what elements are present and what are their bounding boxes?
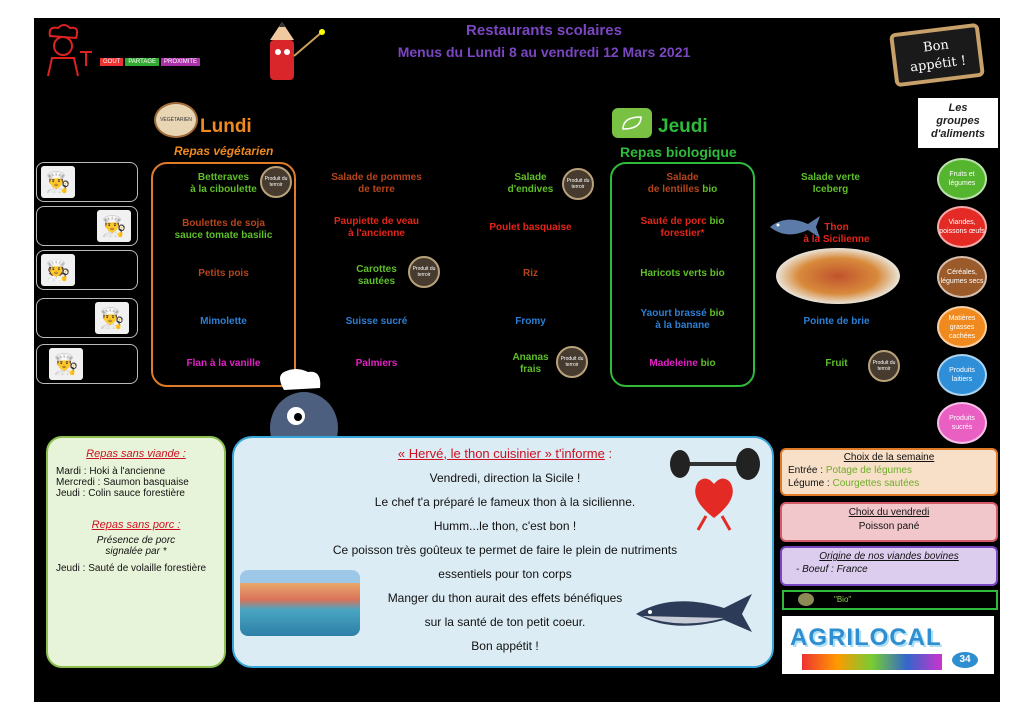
sans-porc-item: Jeudi : Sauté de volaille forestière <box>56 563 207 574</box>
bio-tag: bio <box>702 184 718 195</box>
sans-viande-item: Mercredi : Saumon basquaise <box>56 477 189 488</box>
chef-icon: 👨‍🍳 <box>41 166 75 198</box>
info-line: sur la santé de ton petit coeur. <box>424 615 586 629</box>
jeudi-entree-line: Salade <box>666 172 699 183</box>
info-line: Ce poisson très goûteux te permet de faire le plein de nutriments <box>332 543 678 557</box>
info-line: Bon appétit ! <box>471 639 539 653</box>
vendredi-laitage: Pointe de brie <box>803 316 870 327</box>
group-produits-laitiers: Produits laitiers <box>937 354 987 396</box>
sans-porc-note: signalée par * <box>105 546 167 557</box>
mercredi-entree: Salade d'endives <box>507 172 554 195</box>
info-line: Humm...le thon, c'est bon ! <box>433 519 577 533</box>
group-produits-sucres: Produits sucrés <box>937 402 987 444</box>
choix-vendredi-value: Poisson pané <box>858 521 920 532</box>
jeudi-legume <box>620 268 745 280</box>
day-jeudi-subtitle: Repas biologique <box>620 144 737 160</box>
vendredi-entree: Salade verte Iceberg <box>801 172 860 195</box>
menu-page <box>34 18 1000 702</box>
local-product-badge: Produit du terroir <box>556 346 588 378</box>
food-groups-title-line: d'aliments <box>931 128 985 140</box>
row-icon-entree <box>36 162 138 202</box>
info-panel <box>232 436 774 668</box>
chef-icon: 🧑‍🍳 <box>41 254 75 286</box>
lundi-dessert: Flan à la vanille <box>186 358 261 369</box>
bio-legend <box>782 590 998 610</box>
agrilocal-badge: 34 <box>952 652 978 668</box>
origine-value: - Boeuf : France <box>796 564 868 575</box>
row-icon-legume <box>36 250 138 290</box>
badge-partage: PARTAGE <box>125 58 159 66</box>
sans-viande-item: Mardi : Hoki à l'ancienne <box>56 466 166 477</box>
jeudi-plat-line: forestier* <box>660 228 705 239</box>
info-line: Le chef t'a préparé le fameux thon à la sicilienne. <box>374 495 636 509</box>
bio-tag: bio <box>709 268 725 279</box>
info-line: Vendredi, direction la Sicile ! <box>429 471 581 485</box>
origine-viandes-panel <box>780 546 998 586</box>
chef-icon: 👨‍🍳 <box>97 210 131 242</box>
agrilocal-text: AGRILOCAL <box>790 624 942 651</box>
page-title: Restaurants scolaires <box>466 22 622 39</box>
mardi-dessert: Palmiers <box>355 358 398 369</box>
day-lundi-subtitle: Repas végétarien <box>174 144 274 158</box>
local-product-badge: Produit du terroir <box>562 168 594 200</box>
info-line: Manger du thon aurait des effets bénéfiques <box>387 591 623 605</box>
local-product-badge: Produit du terroir <box>260 166 292 198</box>
jeudi-entree-line: de lentilles <box>647 184 700 195</box>
sans-porc-title: Repas sans porc : <box>91 519 181 531</box>
info-line: essentiels pour ton corps <box>438 567 572 581</box>
mardi-laitage: Suisse sucré <box>345 316 408 327</box>
jeudi-dessert <box>620 358 745 370</box>
chef-icon: 👨‍🍳 <box>49 348 83 380</box>
day-jeudi: Jeudi <box>658 116 708 137</box>
chef-icon: 👨‍🍳 <box>95 302 129 334</box>
jeudi-plat <box>620 216 745 240</box>
lundi-plat: Boulettes de soja <box>182 218 265 229</box>
food-groups-title-line: groupes <box>936 115 980 127</box>
badge-proximite: PROXIMITE <box>161 58 200 66</box>
choix-semaine-title: Choix de la semaine <box>843 452 935 463</box>
vegetarian-badge: VÉGÉTARIEN <box>154 102 198 138</box>
sans-viande-item: Jeudi : Colin sauce forestière <box>56 488 185 499</box>
sans-viande-title: Repas sans viande : <box>86 448 186 460</box>
special-diets-panel <box>46 436 226 668</box>
bon-appetit-line-2: appétit ! <box>909 53 967 76</box>
bio-tag: bio <box>709 308 725 319</box>
bon-appetit-board <box>889 23 985 88</box>
choix-semaine-panel <box>780 448 998 496</box>
mercredi-legume: Riz <box>523 268 538 279</box>
origine-title: Origine de nos viandes bovines <box>819 551 959 562</box>
choix-vendredi-panel <box>780 502 998 542</box>
mercredi-dessert: Ananas frais <box>512 352 549 375</box>
slogan-badges <box>100 58 200 66</box>
info-title: « Hervé, le thon cuisinier » t'informe <box>397 446 605 461</box>
row-icon-plat <box>36 206 138 246</box>
row-icon-laitage <box>36 298 138 338</box>
group-cereales: Céréales, légumes secs <box>937 256 987 298</box>
agrilocal-logo <box>782 616 994 674</box>
bio-tag: bio <box>700 358 716 369</box>
jeudi-laitage <box>620 308 745 332</box>
local-product-badge: Produit du terroir <box>408 256 440 288</box>
legume-label: Légume : <box>788 478 830 489</box>
page-subtitle: Menus du Lundi 8 au vendredi 12 Mars 2021 <box>397 44 691 60</box>
mardi-plat: Paupiette de veau à l'ancienne <box>333 216 420 239</box>
harbor-photo <box>240 570 360 636</box>
info-title-suffix: : <box>604 446 613 461</box>
bio-leaf-icon <box>798 593 814 606</box>
vegetables-strip-icon <box>802 654 942 670</box>
group-viandes-poissons: Viandes, poissons œufs <box>937 206 987 248</box>
pasta-dish-image <box>776 248 900 304</box>
jeudi-legume-line: Haricots verts <box>640 268 707 279</box>
pencil-mascot-icon <box>260 22 330 84</box>
local-product-badge: Produit du terroir <box>868 350 900 382</box>
row-icon-dessert <box>36 344 138 384</box>
lundi-entree: Betteraves à la ciboulette <box>190 172 257 195</box>
day-lundi: Lundi <box>200 116 252 137</box>
lundi-legume: Petits pois <box>198 268 249 279</box>
tuna-fish-icon <box>632 590 756 636</box>
mercredi-plat: Poulet basquaise <box>489 222 572 233</box>
chef-logo <box>40 22 94 78</box>
jeudi-dessert-line: Madeleine <box>649 358 698 369</box>
sans-porc-note: Présence de porc <box>96 535 176 546</box>
jeudi-entree <box>620 172 745 196</box>
bon-appetit-line-1: Bon <box>922 37 950 56</box>
bio-label: "Bio" <box>834 595 852 604</box>
group-fruits-legumes: Fruits et légumes <box>937 158 987 200</box>
vendredi-dessert: Fruit <box>825 358 848 369</box>
eu-organic-leaf-icon <box>612 108 652 138</box>
entree-label: Entrée : <box>788 465 824 476</box>
jeudi-plat-line: Sauté de porc <box>640 216 707 227</box>
bio-tag: bio <box>709 216 725 227</box>
mardi-legume: Carottes sautées <box>356 264 397 287</box>
lundi-laitage: Mimolette <box>200 316 247 327</box>
badge-gout: GOUT <box>100 58 123 66</box>
food-groups-title <box>918 98 998 148</box>
vendredi-plat: Thon à la Sicilienne <box>803 222 870 245</box>
choix-vendredi-title: Choix du vendredi <box>848 507 930 518</box>
mardi-entree: Salade de pommes de terre <box>331 172 422 195</box>
legume-value: Courgettes sautées <box>832 478 920 489</box>
mercredi-laitage: Fromy <box>515 316 546 327</box>
jeudi-laitage-line: Yaourt brassé <box>640 308 707 319</box>
food-groups-title-line: Les <box>948 102 968 114</box>
group-matieres-grasses: Matières grasses cachées <box>937 306 987 348</box>
heart-weightlifter-icon <box>668 448 760 532</box>
entree-value: Potage de légumes <box>825 465 912 476</box>
lundi-plat-sauce: sauce tomate basilic <box>174 230 273 241</box>
jeudi-laitage-line: à la banane <box>655 320 710 331</box>
